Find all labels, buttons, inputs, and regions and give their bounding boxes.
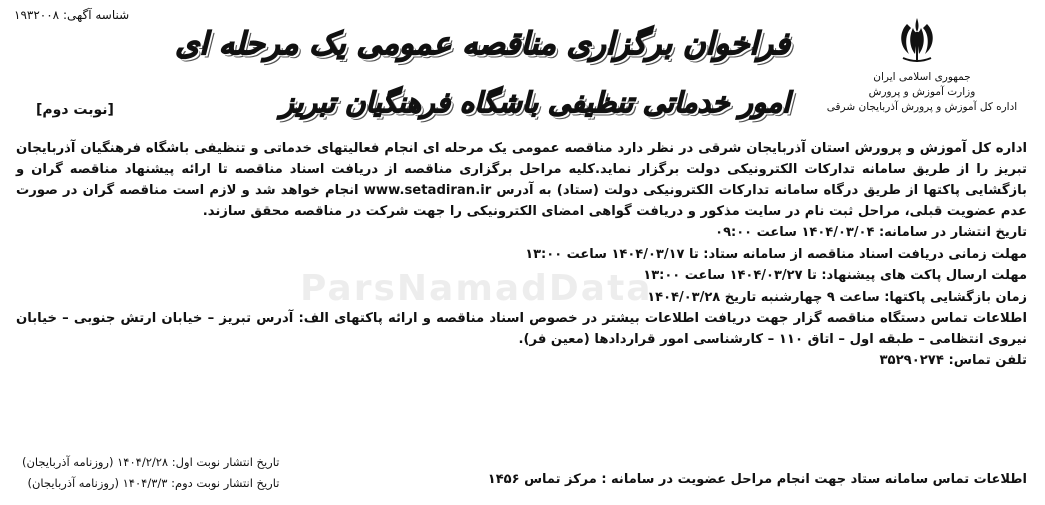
submit-deadline-line: مهلت ارسال پاکت های پیشنهاد: تا ۱۴۰۴/۰۳/۲۷ ساعت ۱۳:۰۰ xyxy=(643,268,1027,283)
watermark: ParsNamadData xyxy=(300,268,653,309)
contact-info: اطلاعات تماس دستگاه مناقصه گزار جهت دریافت اطلاعات بیشتر در خصوص اسناد مناقصه و ارائه پاکتهای الف: آدرس تبریز – خیابان ارتش جنوبی – خیابان نیروی انتظامی – طبقه اول – اتاق ۱۱۰ – کارشناسی امور قراردادها (معین فر). xyxy=(16,311,1027,347)
org-country: جمهوری اسلامی ایران xyxy=(873,71,971,83)
organization-block xyxy=(817,70,1027,115)
phone-line: تلفن تماس: ۳۵۲۹۰۲۷۴ xyxy=(879,353,1027,368)
notice-subtitle: امور خدماتی تنظیفی باشگاه فرهنگیان تبریز xyxy=(280,86,790,119)
receive-deadline-line: مهلت زمانی دریافت اسناد مناقصه از سامانه ستاد: تا ۱۴۰۴/۰۳/۱۷ ساعت ۱۳:۰۰ xyxy=(525,246,1027,262)
org-ministry: وزارت آموزش و پرورش xyxy=(868,86,976,98)
round-label: [نوبت دوم] xyxy=(36,102,114,118)
notice-title: فراخوان برگزاری مناقصه عمومی یک مرحله ای xyxy=(175,26,790,62)
schedule-lines xyxy=(16,222,1027,308)
notice-body xyxy=(16,138,1027,371)
setad-contact-line: اطلاعات تماس سامانه ستاد جهت انجام مراحل عضویت در سامانه : مرکز تماس ۱۴۵۶ xyxy=(487,472,1027,487)
publication-dates xyxy=(22,452,279,494)
iran-emblem-icon xyxy=(893,14,941,66)
opening-time-line: زمان بازگشایی پاکتها: ساعت ۹ چهارشنبه تاریخ ۱۴۰۴/۰۳/۲۸ xyxy=(647,289,1027,305)
publish-date-line: تاریخ انتشار در سامانه: ۱۴۰۴/۰۳/۰۴ ساعت ۰۹:۰۰ xyxy=(715,225,1027,240)
org-department: اداره کل آموزش و پرورش آذربایجان شرقی xyxy=(826,101,1018,113)
notice-paragraph: اداره کل آموزش و پرورش استان آذربایجان شرقی در نظر دارد مناقصه عمومی یک مرحله ای انجام فعالیتهای خدماتی و تنظیفی باشگاه فرهنگیان آذربایجان تبریز را از طریق سامانه تدارکات الکترونیکی دولت برگزار نماید.کلیه مراحل برگزاری مناقصه از دریافت اسناد مناقصه تا ارائه پیشنهاد مناقصه گران و بازگشایی پاکتها از طریق درگاه سامانه تدارکات الکترونیکی دولت (ستاد) به آدرس www.setadiran.ir انجام خواهد شد و لازم است مناقصه گران در صورت عدم عضویت قبلی، مراحل ثبت نام در سایت مذکور و دریافت گواهی امضای الکترونیکی را جهت شرکت در مناقصه محقق سازند. xyxy=(16,141,1027,219)
publication-first: تاریخ انتشار نوبت اول: ۱۴۰۴/۲/۲۸ (روزنامه آذربایجان) xyxy=(22,455,280,469)
ad-id: شناسه آگهی: ۱۹۳۲۰۰۸ xyxy=(14,8,130,22)
publication-second: تاریخ انتشار نوبت دوم: ۱۴۰۴/۳/۳ (روزنامه آذربایجان) xyxy=(27,476,280,490)
